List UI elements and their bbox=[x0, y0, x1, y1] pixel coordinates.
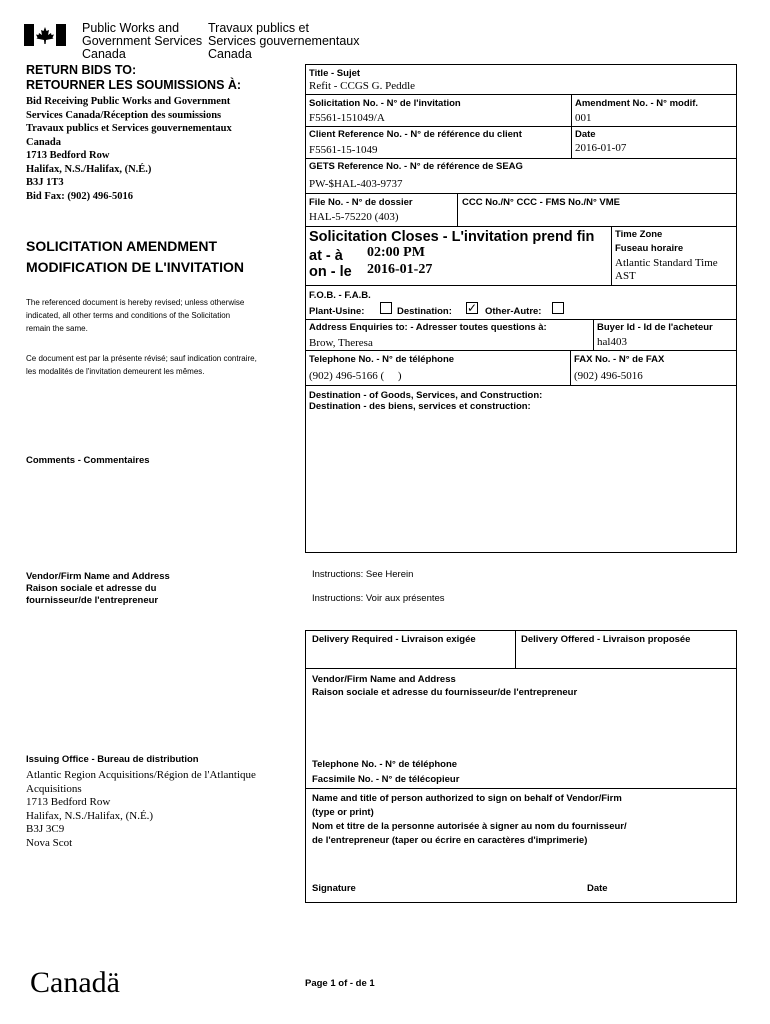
issuing-line: 1713 Bedford Row bbox=[26, 796, 111, 808]
canada-flag-logo bbox=[24, 24, 66, 46]
title-label: Title - Sujet bbox=[309, 68, 361, 79]
address-line: Travaux publics et Services gouvernementaux bbox=[26, 123, 232, 134]
amendment-text-line: les modalités de l'invitation demeurent les mêmes. bbox=[26, 367, 205, 376]
address-line: B3J 1T3 bbox=[26, 177, 64, 188]
destination-goods-label bbox=[309, 390, 542, 412]
buyer-id-label: Buyer Id - Id de l'acheteur bbox=[597, 322, 713, 333]
return-bids-address bbox=[26, 95, 232, 203]
time-zone-label: Time Zone bbox=[615, 229, 663, 240]
file-no-value: HAL-5-75220 (403) bbox=[309, 211, 399, 223]
destination-label: Destination: bbox=[397, 306, 452, 317]
amendment-title-en: SOLICITATION AMENDMENT bbox=[26, 238, 218, 254]
address-line: Services Canada/Réception des soumissions bbox=[26, 109, 222, 121]
issuing-line: Atlantic Region Acquisitions/Région de l'Atlantique bbox=[26, 769, 256, 781]
vendor-telephone-label: Telephone No. - N° de téléphone bbox=[312, 759, 458, 770]
client-ref-label: Client Reference No. - N° de référence du client bbox=[309, 129, 522, 140]
time-zone-abbr: AST bbox=[615, 270, 636, 282]
dept-fr-line: Services gouvernementaux bbox=[208, 34, 360, 48]
time-zone-label-fr: Fuseau horaire bbox=[615, 243, 684, 254]
return-bids-title-en: RETURN BIDS TO: bbox=[26, 63, 137, 77]
return-bids-title-fr: RETOURNER LES SOUMISSIONS À: bbox=[26, 78, 242, 92]
file-no-label: File No. - N° de dossier bbox=[309, 197, 413, 208]
vendor-label-line: Raison sociale et adresse du bbox=[26, 583, 157, 594]
amendment-title-fr: MODIFICATION DE L'INVITATION bbox=[26, 259, 244, 275]
authorized-line: Name and title of person authorized to sign on behalf of Vendor/Firm bbox=[312, 793, 622, 804]
vendor-facsimile-label: Facsimile No. - N° de télécopieur bbox=[312, 774, 460, 785]
return-bids-title bbox=[26, 63, 241, 93]
title-value: Refit - CCGS G. Peddle bbox=[309, 80, 416, 92]
signature-label: Signature bbox=[312, 883, 356, 894]
dept-en-line: Canada bbox=[82, 47, 126, 61]
gets-ref-value: PW-$HAL-403-9737 bbox=[309, 178, 403, 190]
delivery-required-label: Delivery Required - Livraison exigée bbox=[312, 634, 476, 645]
closing-date-value: 2016-01-27 bbox=[367, 262, 433, 277]
destination-checkbox[interactable] bbox=[466, 302, 478, 314]
vendor-name-label-fr: Raison sociale et adresse du fournisseur/de l'entrepreneur bbox=[312, 687, 578, 698]
address-line: Canada bbox=[26, 136, 62, 148]
dept-fr-line: Canada bbox=[208, 47, 252, 61]
amendment-text-line: remain the same. bbox=[26, 324, 88, 333]
page-number: Page 1 of - de 1 bbox=[305, 978, 375, 989]
closes-label: Solicitation Closes - L'invitation prend fin bbox=[309, 229, 595, 245]
solicitation-no-value: F5561-151049/A bbox=[309, 112, 385, 124]
check-icon: ✓ bbox=[467, 301, 478, 315]
at-label: at - à bbox=[309, 248, 343, 264]
amendment-text-line: indicated, all other terms and conditions of the Solicitation bbox=[26, 311, 231, 320]
amendment-no-label: Amendment No. - N° modif. bbox=[575, 98, 699, 109]
fax-label: FAX No. - N° de FAX bbox=[574, 354, 665, 365]
telephone-label: Telephone No. - N° de téléphone bbox=[309, 354, 455, 365]
vendor-name-label bbox=[312, 673, 577, 699]
plant-label: Plant-Usine: bbox=[309, 306, 365, 317]
plant-checkbox[interactable] bbox=[380, 302, 392, 314]
gets-ref-label: GETS Reference No. - N° de référence de SEAG bbox=[309, 161, 523, 172]
destination-goods-en: Destination - of Goods, Services, and Construction: bbox=[309, 390, 543, 401]
date-value: 2016-01-07 bbox=[575, 142, 627, 154]
issuing-line: Nova Scot bbox=[26, 836, 73, 849]
authorized-line: de l'entrepreneur (taper ou écrire en caractères d'imprimerie) bbox=[312, 835, 588, 846]
authorized-person-label bbox=[312, 792, 627, 848]
destination-goods-fr: Destination - des biens, services et construction: bbox=[309, 401, 531, 412]
amendment-title bbox=[26, 236, 244, 278]
instructions-fr: Instructions: Voir aux présentes bbox=[312, 593, 445, 604]
issuing-office-address bbox=[26, 769, 256, 850]
amendment-text-fr bbox=[26, 352, 257, 378]
issuing-office-label: Issuing Office - Bureau de distribution bbox=[26, 754, 199, 765]
on-label: on - le bbox=[309, 264, 352, 280]
vendor-label-left bbox=[26, 571, 170, 607]
closing-time-value: 02:00 PM bbox=[367, 245, 425, 260]
solicitation-no-label: Solicitation No. - N° de l'invitation bbox=[309, 98, 461, 109]
address-line: Halifax, N.S./Halifax, (N.É.) bbox=[26, 163, 152, 175]
telephone-value: (902) 496-5166 ( ) bbox=[309, 370, 402, 382]
authorized-line: (type or print) bbox=[312, 807, 374, 818]
department-name-en bbox=[82, 22, 202, 61]
canada-wordmark: Canadä bbox=[30, 966, 120, 999]
ccc-no-label: CCC No./N° CCC - FMS No./N° VME bbox=[462, 197, 621, 208]
authorized-line: Nom et titre de la personne autorisée à signer au nom du fournisseur/ bbox=[312, 821, 627, 832]
enquiries-label: Address Enquiries to: - Adresser toutes questions à: bbox=[309, 322, 547, 333]
dept-en-line: Public Works and bbox=[82, 21, 180, 35]
instructions-en: Instructions: See Herein bbox=[312, 569, 414, 580]
enquiries-value: Brow, Theresa bbox=[309, 337, 373, 349]
address-line: 1713 Bedford Row bbox=[26, 150, 110, 161]
delivery-offered-label: Delivery Offered - Livraison proposée bbox=[521, 634, 691, 645]
other-checkbox[interactable] bbox=[552, 302, 564, 314]
department-name-fr bbox=[208, 22, 359, 61]
fax-value: (902) 496-5016 bbox=[574, 370, 643, 382]
address-line: Bid Receiving Public Works and Government bbox=[26, 96, 231, 107]
vendor-label-line: Vendor/Firm Name and Address bbox=[26, 571, 170, 582]
signature-date-label: Date bbox=[587, 883, 608, 894]
amendment-text-en bbox=[26, 296, 244, 335]
comments-label: Comments - Commentaires bbox=[26, 455, 150, 466]
client-ref-value: F5561-15-1049 bbox=[309, 144, 378, 156]
other-label: Other-Autre: bbox=[485, 306, 542, 317]
amendment-text-line: The referenced document is hereby revised; unless otherwise bbox=[26, 298, 245, 307]
fob-label: F.O.B. - F.A.B. bbox=[309, 290, 371, 301]
vendor-label-line: fournisseur/de l'entrepreneur bbox=[26, 595, 159, 606]
issuing-line: B3J 3C9 bbox=[26, 823, 65, 835]
dept-fr-line: Travaux publics et bbox=[208, 21, 309, 35]
dept-en-line: Government Services bbox=[82, 34, 203, 48]
address-line: Bid Fax: (902) 496-5016 bbox=[26, 190, 134, 202]
issuing-line: Acquisitions bbox=[26, 782, 82, 795]
issuing-line: Halifax, N.S./Halifax, (N.É.) bbox=[26, 809, 154, 822]
date-label: Date bbox=[575, 129, 596, 140]
amendment-no-value: 001 bbox=[575, 112, 592, 124]
buyer-id-value: hal403 bbox=[597, 336, 627, 348]
amendment-text-line: Ce document est par la présente révisé; sauf indication contraire, bbox=[26, 354, 257, 363]
vendor-name-label-en: Vendor/Firm Name and Address bbox=[312, 674, 456, 685]
time-zone-value: Atlantic Standard Time bbox=[615, 257, 718, 269]
